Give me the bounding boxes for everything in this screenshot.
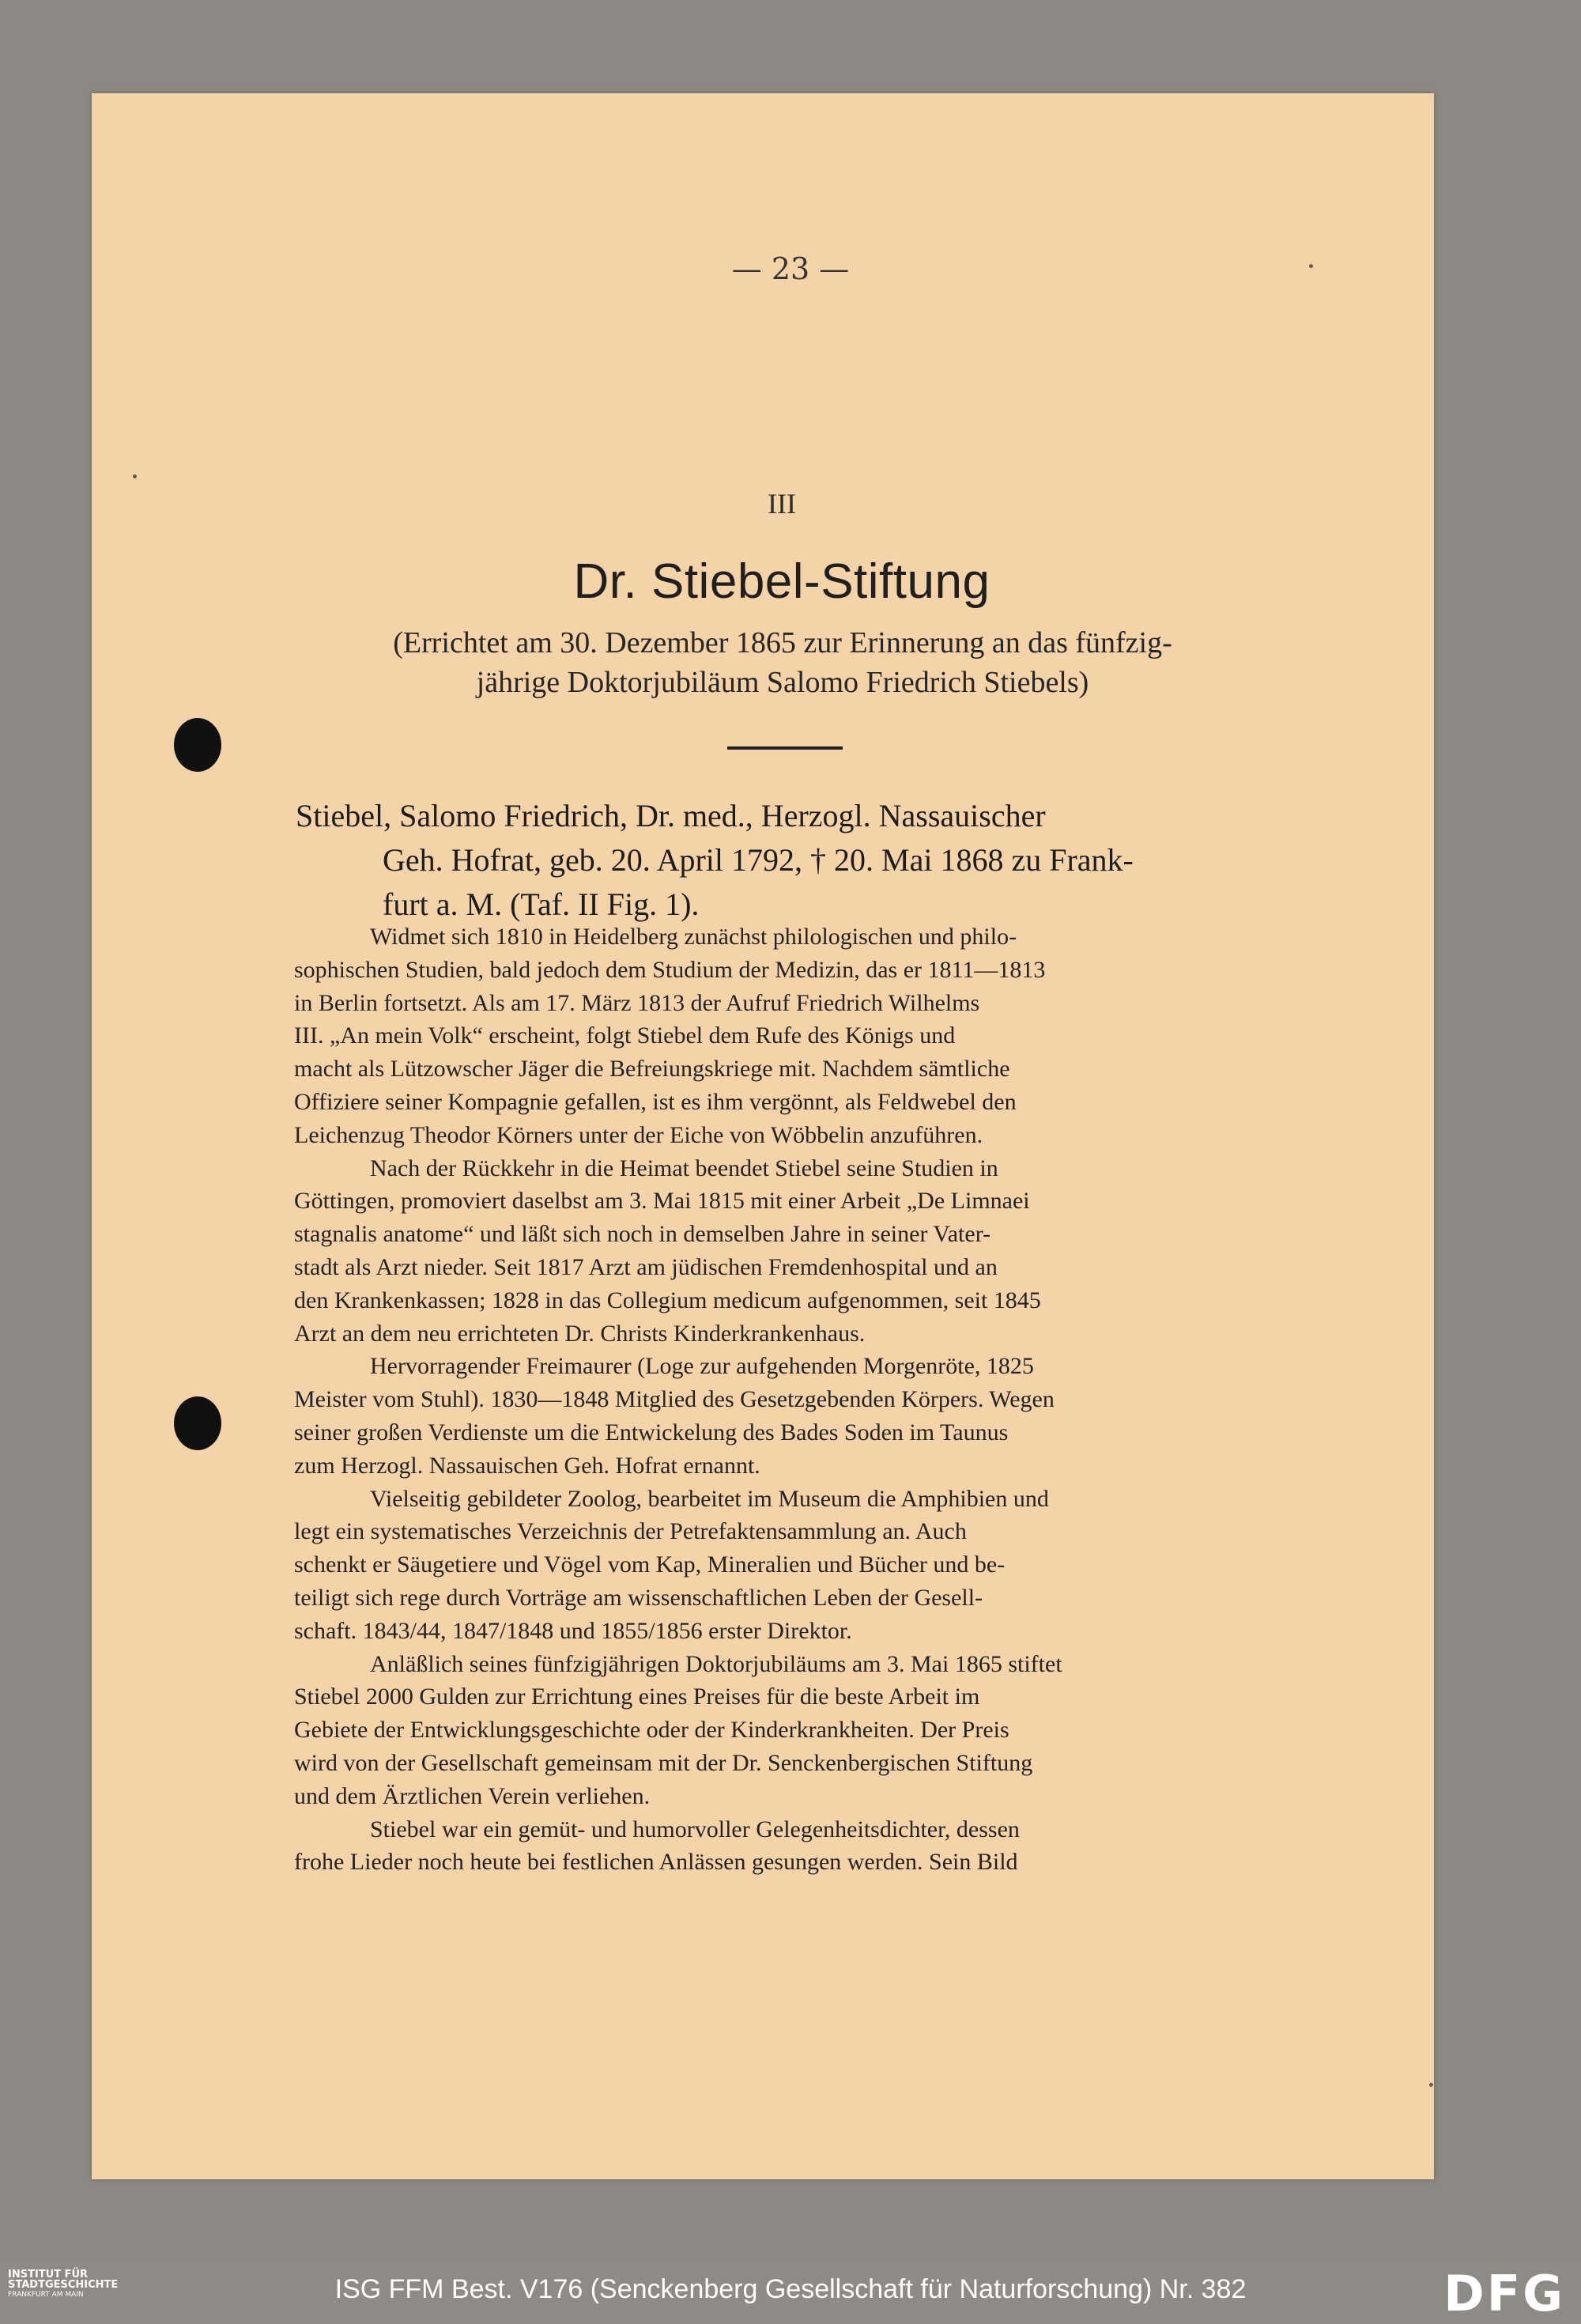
section-numeral: III: [768, 488, 796, 520]
subtitle: [294, 623, 1271, 702]
body-line: schenkt er Säugetiere und Vögel vom Kap, Mineralien und Bücher und be-: [294, 1551, 1006, 1578]
page-title: Dr. Stiebel-Stiftung: [573, 554, 990, 609]
institute-logo-line: FRANKFURT AM MAIN: [8, 2291, 84, 2299]
body-line: Meister vom Stuhl). 1830—1848 Mitglied des Gesetzgebenden Körpers. Wegen: [294, 1386, 1055, 1413]
punch-hole: [174, 1396, 221, 1450]
body-line: Offiziere seiner Kompagnie gefallen, ist es ihm vergönnt, als Feldwebel den: [294, 1088, 1017, 1115]
body-line: sophischen Studien, bald jedoch dem Studium der Medizin, das er 1811—1813: [294, 956, 1046, 983]
body-line: Arzt an dem neu errichteten Dr. Christs Kinderkrankenhaus.: [294, 1320, 866, 1347]
body-text: [294, 920, 1271, 1879]
body-line: seiner großen Verdienste um die Entwickelung des Bades Soden im Taunus: [294, 1419, 1009, 1445]
dfg-logo: DFG: [1443, 2265, 1565, 2322]
entry-heading: [296, 794, 1273, 927]
body-line: Vielseitig gebildeter Zoolog, bearbeitet im Museum die Amphibien und: [370, 1485, 1049, 1512]
body-line: macht als Lützowscher Jäger die Befreiungskriege mit. Nachdem sämtliche: [294, 1056, 1010, 1083]
institute-logo-line: INSTITUT FÜR: [8, 2269, 89, 2281]
punch-hole: [174, 718, 221, 772]
body-line: Hervorragender Freimaurer (Loge zur aufgehenden Morgenröte, 1825: [370, 1353, 1034, 1380]
institute-logo-line: STADTGESCHICHTE: [8, 2279, 119, 2291]
entry-heading-line: Stiebel, Salomo Friedrich, Dr. med., Herzogl. Nassauischer: [296, 798, 1046, 833]
body-line: Widmet sich 1810 in Heidelberg zunächst philologischen und philo-: [370, 924, 1017, 950]
subtitle-line: (Errichtet am 30. Dezember 1865 zur Erinnerung an das fünfzig-: [393, 626, 1172, 659]
body-line: zum Herzogl. Nassauischen Geh. Hofrat ernannt.: [294, 1452, 760, 1479]
archive-caption: ISG FFM Best. V176 (Senckenberg Gesellschaft für Naturforschung) Nr. 382: [334, 2274, 1247, 2304]
entry-heading-line: furt a. M. (Taf. II Fig. 1).: [383, 886, 700, 922]
body-line: den Krankenkassen; 1828 in das Collegium medicum aufgenommen, seit 1845: [294, 1287, 1041, 1313]
body-line: Gebiete der Entwicklungsgeschichte oder der Kinderkrankheiten. Der Preis: [294, 1717, 1009, 1744]
body-line: stagnalis anatome“ und läßt sich noch in demselben Jahre in seiner Vater-: [294, 1221, 991, 1248]
body-line: wird von der Gesellschaft gemeinsam mit der Dr. Senckenbergischen Stiftung: [294, 1749, 1033, 1776]
body-line: und dem Ärztlichen Verein verliehen.: [294, 1782, 651, 1809]
paper-speck: [1429, 2083, 1433, 2087]
body-line: III. „An mein Volk“ erscheint, folgt Stiebel dem Rufe des Königs und: [294, 1022, 956, 1049]
paper-speck: [133, 474, 137, 478]
body-line: Leichenzug Theodor Körners unter der Eiche von Wöbbelin anzuführen.: [294, 1121, 983, 1148]
body-line: teiligt sich rege durch Vorträge am wissenschaftlichen Leben der Gesell-: [294, 1584, 983, 1611]
divider-rule: [727, 746, 843, 750]
body-line: schaft. 1843/44, 1847/1848 und 1855/1856 erster Direktor.: [294, 1617, 852, 1644]
body-line: stadt als Arzt nieder. Seit 1817 Arzt am jüdischen Fremdenhospital und an: [294, 1253, 998, 1280]
body-line: Stiebel 2000 Gulden zur Errichtung eines Preises für die beste Arbeit im: [294, 1683, 980, 1710]
subtitle-line: jährige Doktorjubiläum Salomo Friedrich Stiebels): [476, 666, 1089, 699]
body-line: Göttingen, promoviert daselbst am 3. Mai 1815 mit einer Arbeit „De Limnaei: [294, 1188, 1030, 1215]
body-line: Anläßlich seines fünfzigjährigen Doktorjubiläums am 3. Mai 1865 stiftet: [370, 1650, 1062, 1677]
body-line: in Berlin fortsetzt. Als am 17. März 1813 der Aufruf Friedrich Wilhelms: [294, 989, 980, 1016]
archive-footer-bar: [0, 2262, 1581, 2324]
body-line: Nach der Rückkehr in die Heimat beendet Stiebel seine Studien in: [370, 1154, 998, 1181]
entry-heading-line: Geh. Hofrat, geb. 20. April 1792, † 20. Mai 1868 zu Frank-: [383, 842, 1134, 878]
page-number: — 23 —: [731, 251, 850, 286]
body-line: legt ein systematisches Verzeichnis der Petrefaktensammlung an. Auch: [294, 1518, 967, 1545]
body-line: frohe Lieder noch heute bei festlichen Anlässen gesungen werden. Sein Bild: [294, 1849, 1018, 1876]
body-line: Stiebel war ein gemüt- und humorvoller Gelegenheitsdichter, dessen: [370, 1816, 1020, 1842]
